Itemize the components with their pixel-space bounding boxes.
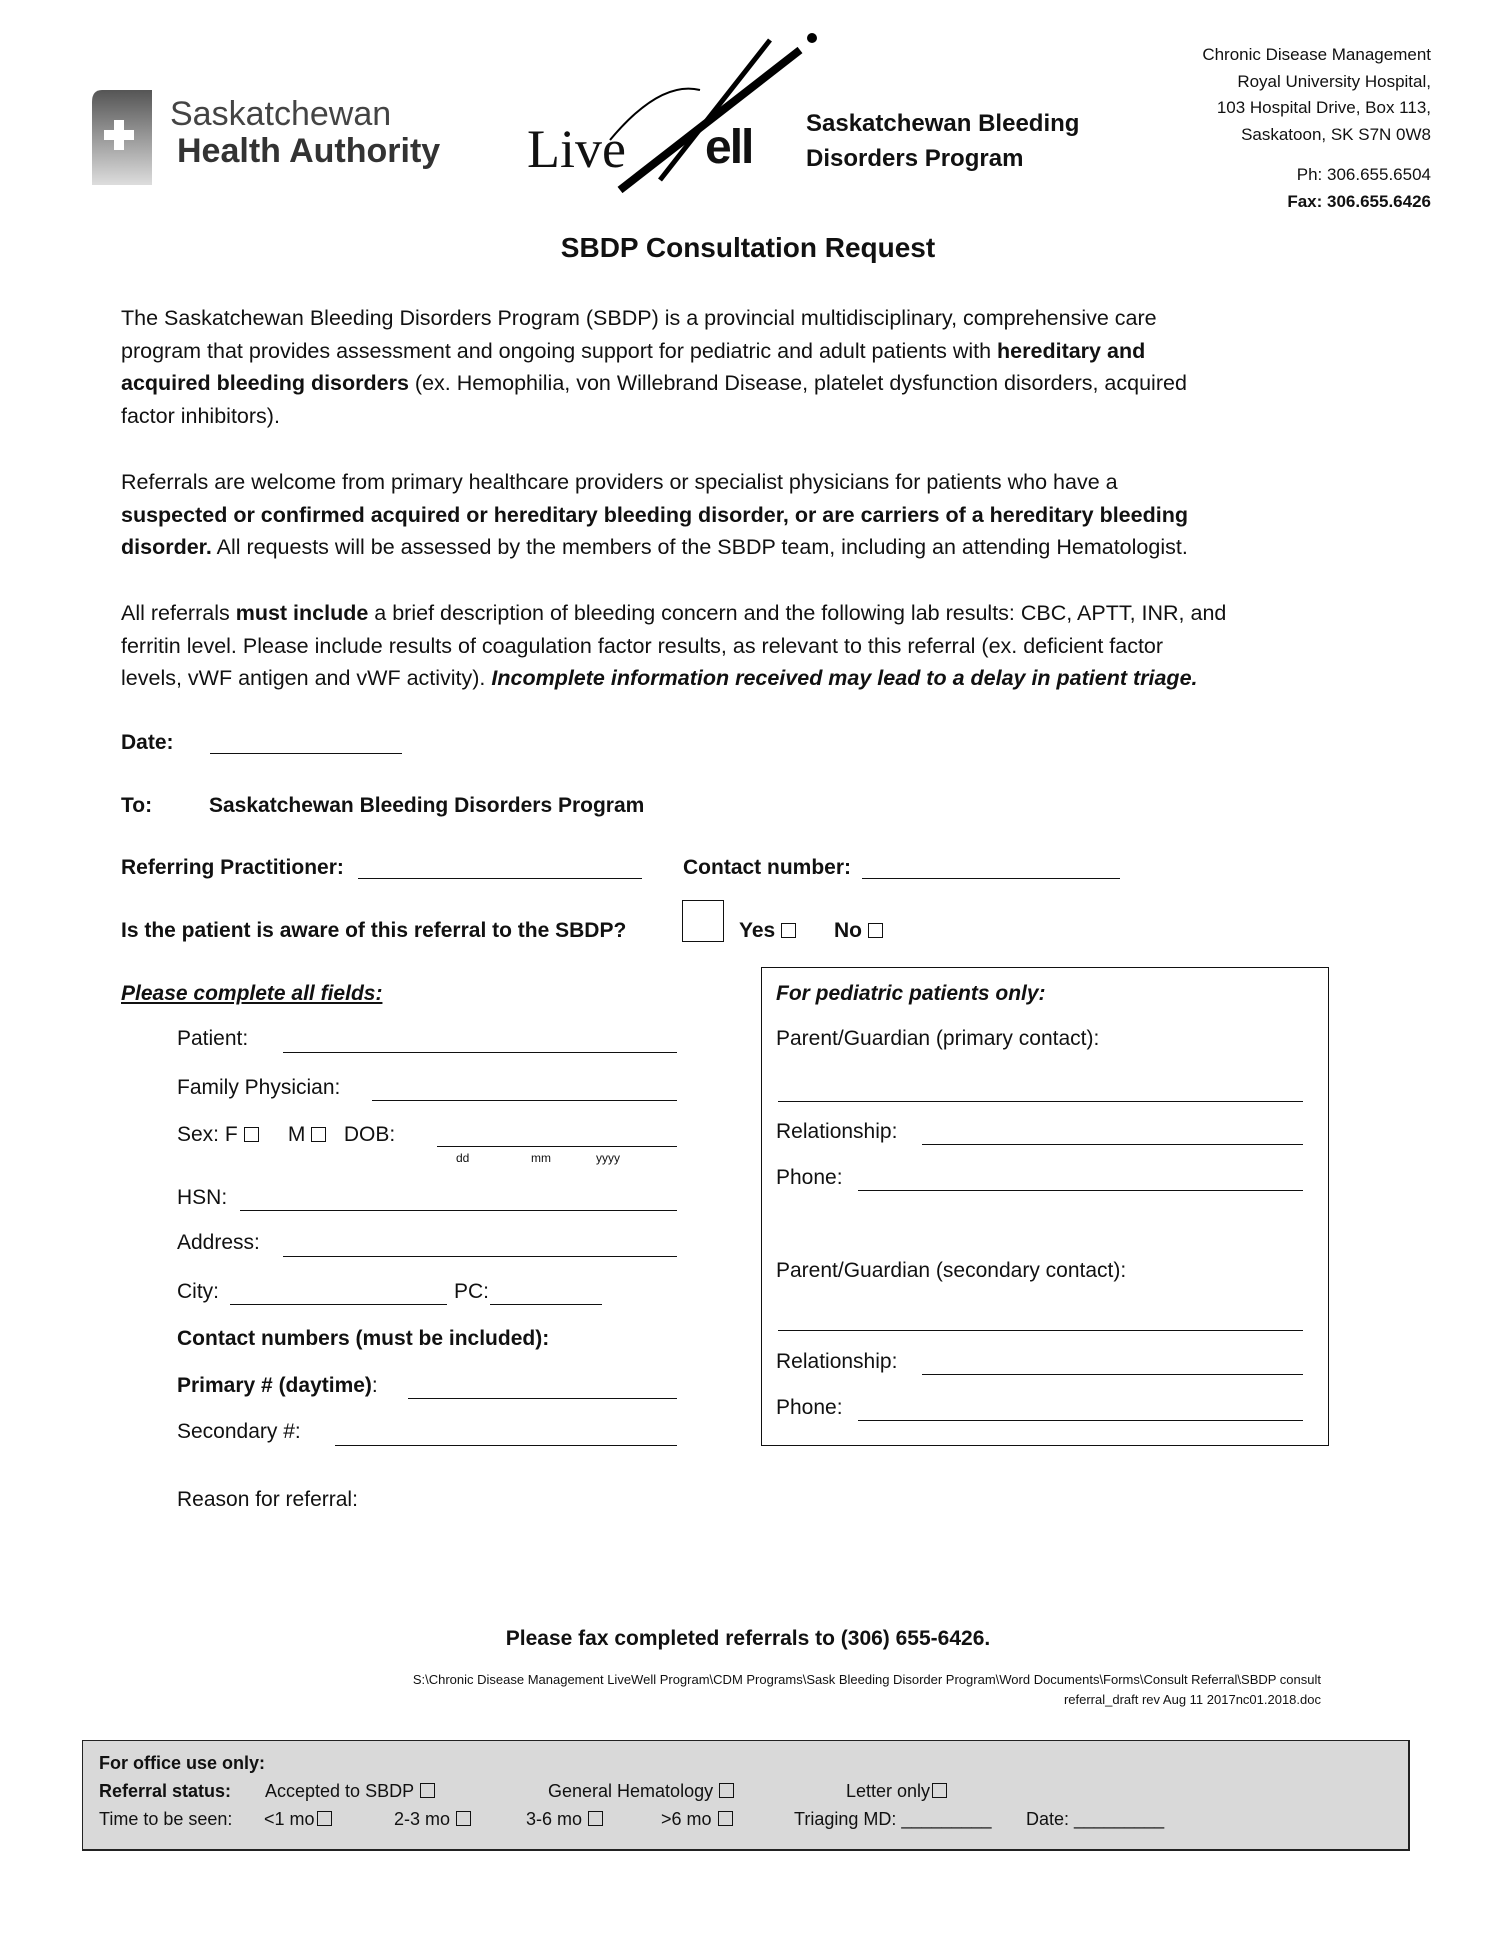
dob-yyyy: yyyy — [596, 1151, 620, 1165]
patient-aware-box[interactable] — [682, 900, 724, 942]
family-physician-label: Family Physician: — [177, 1076, 341, 1099]
text-line: Referrals are welcome from primary healthcare providers or specialist physicians for patients who have a — [121, 470, 1118, 494]
primary-relationship-field[interactable] — [922, 1144, 1303, 1145]
text: levels, vWF antigen and vWF activity). — [121, 666, 492, 690]
colon: : — [371, 1374, 378, 1397]
bold-text: must include — [235, 601, 369, 625]
text: All requests will be assessed by the members of the SBDP team, including an attending Hematologist. — [211, 535, 1188, 559]
address-line: Royal University Hospital, — [1237, 71, 1431, 91]
triaging-md-field[interactable]: Triaging MD: _________ — [794, 1809, 992, 1829]
intro-paragraph-2 — [121, 466, 1188, 564]
secondary-relationship-label: Relationship: — [776, 1350, 898, 1373]
bold-text: suspected or confirmed acquired or hereditary bleeding disorder, or are carriers of a hereditary bleeding — [121, 502, 1188, 527]
primary-number-field[interactable] — [408, 1398, 677, 1399]
hsn-label: HSN: — [177, 1186, 228, 1209]
to-value: Saskatchewan Bleeding Disorders Program — [209, 794, 645, 817]
dob-dd: dd — [456, 1151, 470, 1165]
secondary-guardian-field[interactable] — [778, 1330, 1303, 1331]
file-path — [413, 1670, 1321, 1710]
primary-guardian-label: Parent/Guardian (primary contact): — [776, 1027, 1100, 1050]
address-field[interactable] — [283, 1256, 677, 1257]
dob-field[interactable] — [437, 1146, 677, 1147]
file-path-line: referral_draft rev Aug 11 2017nc01.2018.doc — [1063, 1692, 1321, 1707]
yes-label: Yes — [739, 919, 776, 942]
primary-bold: Primary # (daytime) — [177, 1374, 372, 1397]
secondary-number-label: Secondary #: — [177, 1420, 301, 1443]
page-title: SBDP Consultation Request — [560, 232, 936, 263]
referral-status-row — [99, 1781, 231, 1802]
text-line: The Saskatchewan Bleeding Disorders Program (SBDP) is a provincial multidisciplinary, comprehensive care — [121, 306, 1157, 330]
secondary-relationship-field[interactable] — [922, 1374, 1303, 1375]
text: All referrals — [121, 601, 236, 625]
intro-paragraph-1 — [121, 302, 1187, 432]
time-option-4[interactable] — [661, 1809, 733, 1830]
to-label: To: — [121, 794, 153, 817]
family-physician-field[interactable] — [372, 1100, 677, 1101]
primary-relationship-label: Relationship: — [776, 1120, 898, 1143]
office-heading: For office use only: — [99, 1753, 266, 1773]
office-date-field[interactable]: Date: _________ — [1026, 1809, 1165, 1829]
referring-practitioner-label: Referring Practitioner: — [121, 856, 344, 879]
date-field[interactable] — [210, 753, 402, 754]
fax-note: Please fax completed referrals to (306) 655-6426. — [505, 1627, 991, 1650]
contact-numbers-label: Contact numbers (must be included): — [177, 1327, 550, 1350]
time-option-1[interactable] — [264, 1809, 332, 1830]
letter-only-label: Letter only — [846, 1781, 931, 1801]
sha-logo-line2: Health Authority — [177, 132, 441, 170]
program-name — [806, 106, 1079, 176]
livewell-ell: ell — [705, 121, 753, 174]
intro-paragraph-3 — [121, 597, 1226, 695]
primary-phone-label: Phone: — [776, 1166, 843, 1189]
pediatric-heading: For pediatric patients only: — [776, 982, 1046, 1005]
time-checkbox[interactable] — [317, 1811, 332, 1826]
yes-checkbox[interactable] — [781, 923, 796, 938]
sha-cross-icon — [92, 90, 158, 190]
time-option-2[interactable] — [394, 1809, 471, 1830]
aware-no[interactable] — [834, 919, 883, 943]
sex-m-checkbox[interactable] — [311, 1127, 326, 1142]
sex-f-checkbox[interactable] — [244, 1127, 259, 1142]
time-checkbox[interactable] — [456, 1811, 471, 1826]
general-hematology-option[interactable] — [548, 1781, 734, 1802]
general-hematology-checkbox[interactable] — [719, 1783, 734, 1798]
hsn-field[interactable] — [240, 1210, 677, 1211]
accepted-option[interactable] — [265, 1781, 435, 1802]
contact-number-field[interactable] — [862, 878, 1120, 879]
secondary-guardian-label: Parent/Guardian (secondary contact): — [776, 1259, 1127, 1282]
general-hematology-label: General Hematology — [548, 1781, 714, 1801]
bold-text: hereditary and — [997, 338, 1146, 363]
time-checkbox[interactable] — [588, 1811, 603, 1826]
address-line: Saskatoon, SK S7N 0W8 — [1241, 124, 1431, 144]
letter-only-checkbox[interactable] — [932, 1783, 947, 1798]
time-label: 2-3 mo — [394, 1809, 451, 1829]
contact-number-label: Contact number: — [683, 856, 851, 879]
address-line: 103 Hospital Drive, Box 113, — [1216, 98, 1431, 117]
time-label: 3-6 mo — [526, 1809, 583, 1829]
date-label: Date: — [121, 731, 174, 754]
time-checkbox[interactable] — [718, 1811, 733, 1826]
letter-only-option[interactable] — [846, 1781, 947, 1802]
time-label: <1 mo — [264, 1809, 315, 1829]
aware-yes[interactable] — [739, 919, 796, 943]
secondary-phone-label: Phone: — [776, 1396, 843, 1419]
program-name-line2: Disorders Program — [806, 145, 1024, 172]
time-option-3[interactable] — [526, 1809, 603, 1830]
patient-aware-label: Is the patient is aware of this referral to the SBDP? — [121, 919, 627, 942]
address-label: Address: — [177, 1231, 260, 1254]
primary-phone-field[interactable] — [858, 1190, 1303, 1191]
text-line: factor inhibitors). — [121, 403, 280, 428]
address-line: Chronic Disease Management — [1202, 45, 1431, 64]
accepted-checkbox[interactable] — [420, 1783, 435, 1798]
pc-label: PC: — [454, 1280, 490, 1303]
livewell-live: Live — [527, 119, 626, 179]
sha-logo-line1: Saskatchewan — [170, 95, 392, 133]
bold-text: acquired bleeding disorders — [121, 371, 409, 395]
complete-fields-heading: Please complete all fields: — [121, 982, 383, 1005]
dob-mm: mm — [531, 1151, 551, 1165]
text: program that provides assessment and ongoing support for pediatric and adult patients with — [121, 338, 998, 363]
city-field[interactable] — [230, 1304, 447, 1305]
address-block — [1202, 42, 1431, 215]
no-checkbox[interactable] — [868, 923, 883, 938]
pc-field[interactable] — [490, 1304, 602, 1305]
patient-label: Patient: — [177, 1027, 249, 1050]
secondary-phone-field[interactable] — [858, 1420, 1303, 1421]
text-line: ferritin level. Please include results of coagulation factor results, as relevant to this referral (ex. deficient factor — [121, 633, 1164, 658]
sex-label — [177, 1123, 395, 1147]
dob-label: DOB: — [343, 1123, 396, 1146]
time-to-be-seen-label: Time to be seen: — [99, 1809, 233, 1829]
sex-f-label: Sex: F — [177, 1123, 238, 1146]
secondary-number-field[interactable] — [335, 1445, 677, 1446]
primary-guardian-field[interactable] — [778, 1101, 1303, 1102]
time-label: >6 mo — [661, 1809, 712, 1829]
reason-label: Reason for referral: — [177, 1488, 358, 1511]
city-label: City: — [177, 1280, 219, 1303]
referral-status-label: Referral status: — [99, 1781, 232, 1801]
program-name-line1: Saskatchewan Bleeding — [806, 110, 1080, 137]
referring-practitioner-field[interactable] — [358, 878, 642, 879]
no-label: No — [834, 919, 862, 942]
primary-number-label — [177, 1374, 378, 1398]
sex-m-label: M — [287, 1123, 306, 1146]
bold-italic-text: Incomplete information received may lead to a delay in patient triage. — [491, 666, 1198, 690]
patient-field[interactable] — [283, 1052, 677, 1053]
file-path-line: S:\Chronic Disease Management LiveWell Program\CDM Programs\Sask Bleeding Disorder Program\Word Documents\Forms\Consult Referral\SBDP consult — [412, 1672, 1321, 1687]
text: a brief description of bleeding concern and the following lab results: CBC, APTT, INR, and — [368, 601, 1227, 625]
office-use-box — [82, 1740, 1410, 1851]
fax-number: Fax: 306.655.6426 — [1287, 191, 1431, 211]
text: (ex. Hemophilia, von Willebrand Disease, platelet dysfunction disorders, acquired — [408, 371, 1187, 395]
accepted-label: Accepted to SBDP — [265, 1781, 415, 1801]
bold-text: disorder. — [121, 535, 212, 559]
phone-number: Ph: 306.655.6504 — [1296, 165, 1431, 184]
